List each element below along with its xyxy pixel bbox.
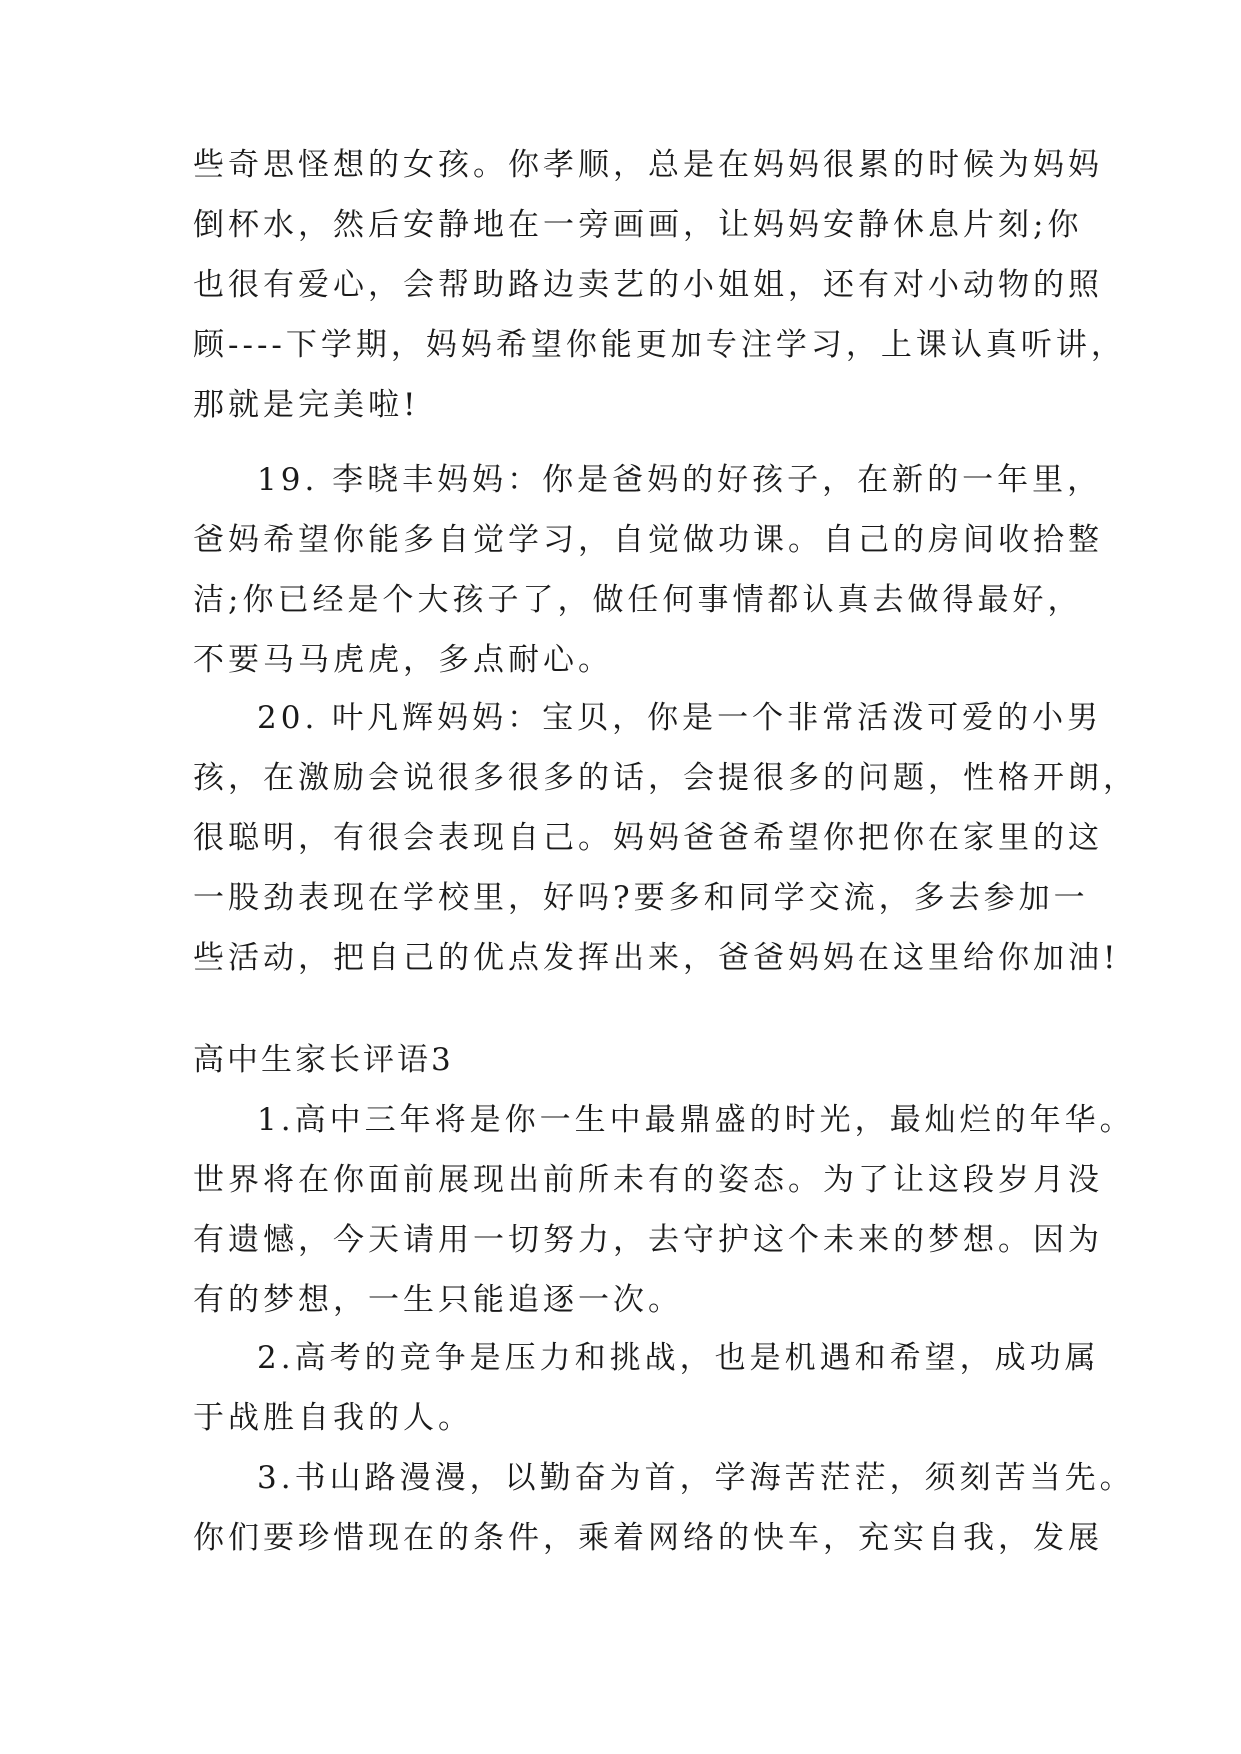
paragraph-line: 有的梦想，一生只能追逐一次。 xyxy=(193,1282,683,1318)
section-item-2 xyxy=(193,1328,1100,1448)
paragraph-line: 不要马马虎虎，多点耐心。 xyxy=(193,642,613,678)
paragraph-line: 2.高考的竞争是压力和挑战，也是机遇和希望，成功属 xyxy=(257,1340,1100,1376)
paragraph-line: 19. 李晓丰妈妈：你是爸妈的好孩子，在新的一年里， xyxy=(257,462,1103,498)
comment-item-19 xyxy=(193,450,1103,690)
comment-item-20 xyxy=(193,688,1138,988)
paragraph-line: 爸妈希望你能多自觉学习，自觉做功课。自己的房间收拾整 xyxy=(193,522,1103,558)
paragraph-line: 一股劲表现在学校里，好吗?要多和同学交流，多去参加一 xyxy=(193,880,1089,916)
paragraph-line: 些奇思怪想的女孩。你孝顺，总是在妈妈很累的时候为妈妈 xyxy=(193,147,1103,183)
paragraph-line: 倒杯水，然后安静地在一旁画画，让妈妈安静休息片刻;你 xyxy=(193,207,1083,243)
section-heading: 高中生家长评语3 xyxy=(193,1042,454,1078)
paragraph-line: 很聪明，有很会表现自己。妈妈爸爸希望你把你在家里的这 xyxy=(193,820,1103,856)
paragraph-line: 也很有爱心，会帮助路边卖艺的小姐姐，还有对小动物的照 xyxy=(193,267,1103,303)
paragraph-line: 些活动，把自己的优点发挥出来，爸爸妈妈在这里给你加油! xyxy=(193,940,1120,976)
paragraph-line: 顾----下学期，妈妈希望你能更加专注学习，上课认真听讲， xyxy=(193,327,1126,363)
section-item-1 xyxy=(193,1090,1135,1330)
paragraph-line: 1.高中三年将是你一生中最鼎盛的时光，最灿烂的年华。 xyxy=(257,1102,1135,1138)
paragraph-line: 洁;你已经是个大孩子了，做任何事情都认真去做得最好， xyxy=(193,582,1083,618)
continued-paragraph xyxy=(193,135,1126,435)
section-heading-block xyxy=(193,1030,1073,1090)
paragraph-line: 20. 叶凡辉妈妈：宝贝，你是一个非常活泼可爱的小男 xyxy=(257,700,1103,736)
paragraph-line: 孩，在激励会说很多很多的话，会提很多的问题，性格开朗， xyxy=(193,760,1138,796)
section-item-3 xyxy=(193,1448,1135,1568)
paragraph-line: 那就是完美啦! xyxy=(193,387,420,423)
paragraph-line: 于战胜自我的人。 xyxy=(193,1400,473,1436)
paragraph-line: 3.书山路漫漫，以勤奋为首，学海苦茫茫，须刻苦当先。 xyxy=(257,1460,1135,1496)
paragraph-line: 你们要珍惜现在的条件，乘着网络的快车，充实自我，发展 xyxy=(193,1520,1103,1556)
paragraph-line: 世界将在你面前展现出前所未有的姿态。为了让这段岁月没 xyxy=(193,1162,1103,1198)
paragraph-line: 有遗憾，今天请用一切努力，去守护这个未来的梦想。因为 xyxy=(193,1222,1103,1258)
